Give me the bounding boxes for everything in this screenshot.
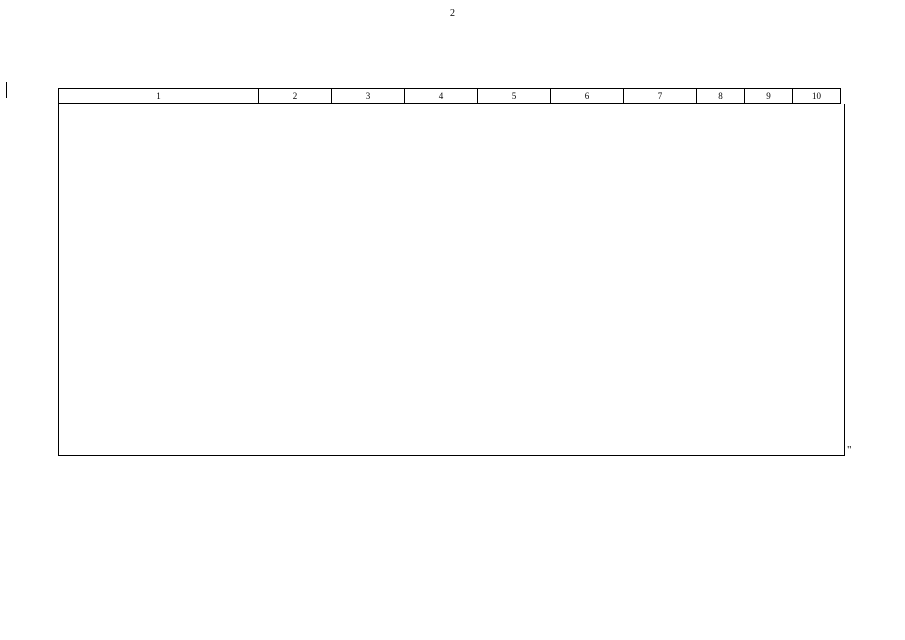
column-header: 5 xyxy=(478,89,551,104)
column-header: 10 xyxy=(793,89,841,104)
closing-quote: " xyxy=(847,444,852,456)
column-header: 9 xyxy=(745,89,793,104)
data-table xyxy=(58,88,841,104)
column-header: 4 xyxy=(405,89,478,104)
page-number: 2 xyxy=(450,8,455,19)
table-body xyxy=(58,104,845,456)
column-header: 2 xyxy=(259,89,332,104)
column-header: 6 xyxy=(551,89,624,104)
column-header: 1 xyxy=(59,89,259,104)
table-header xyxy=(59,89,841,104)
margin-mark xyxy=(6,82,7,98)
column-header: 3 xyxy=(332,89,405,104)
column-header: 7 xyxy=(624,89,697,104)
column-header: 8 xyxy=(697,89,745,104)
